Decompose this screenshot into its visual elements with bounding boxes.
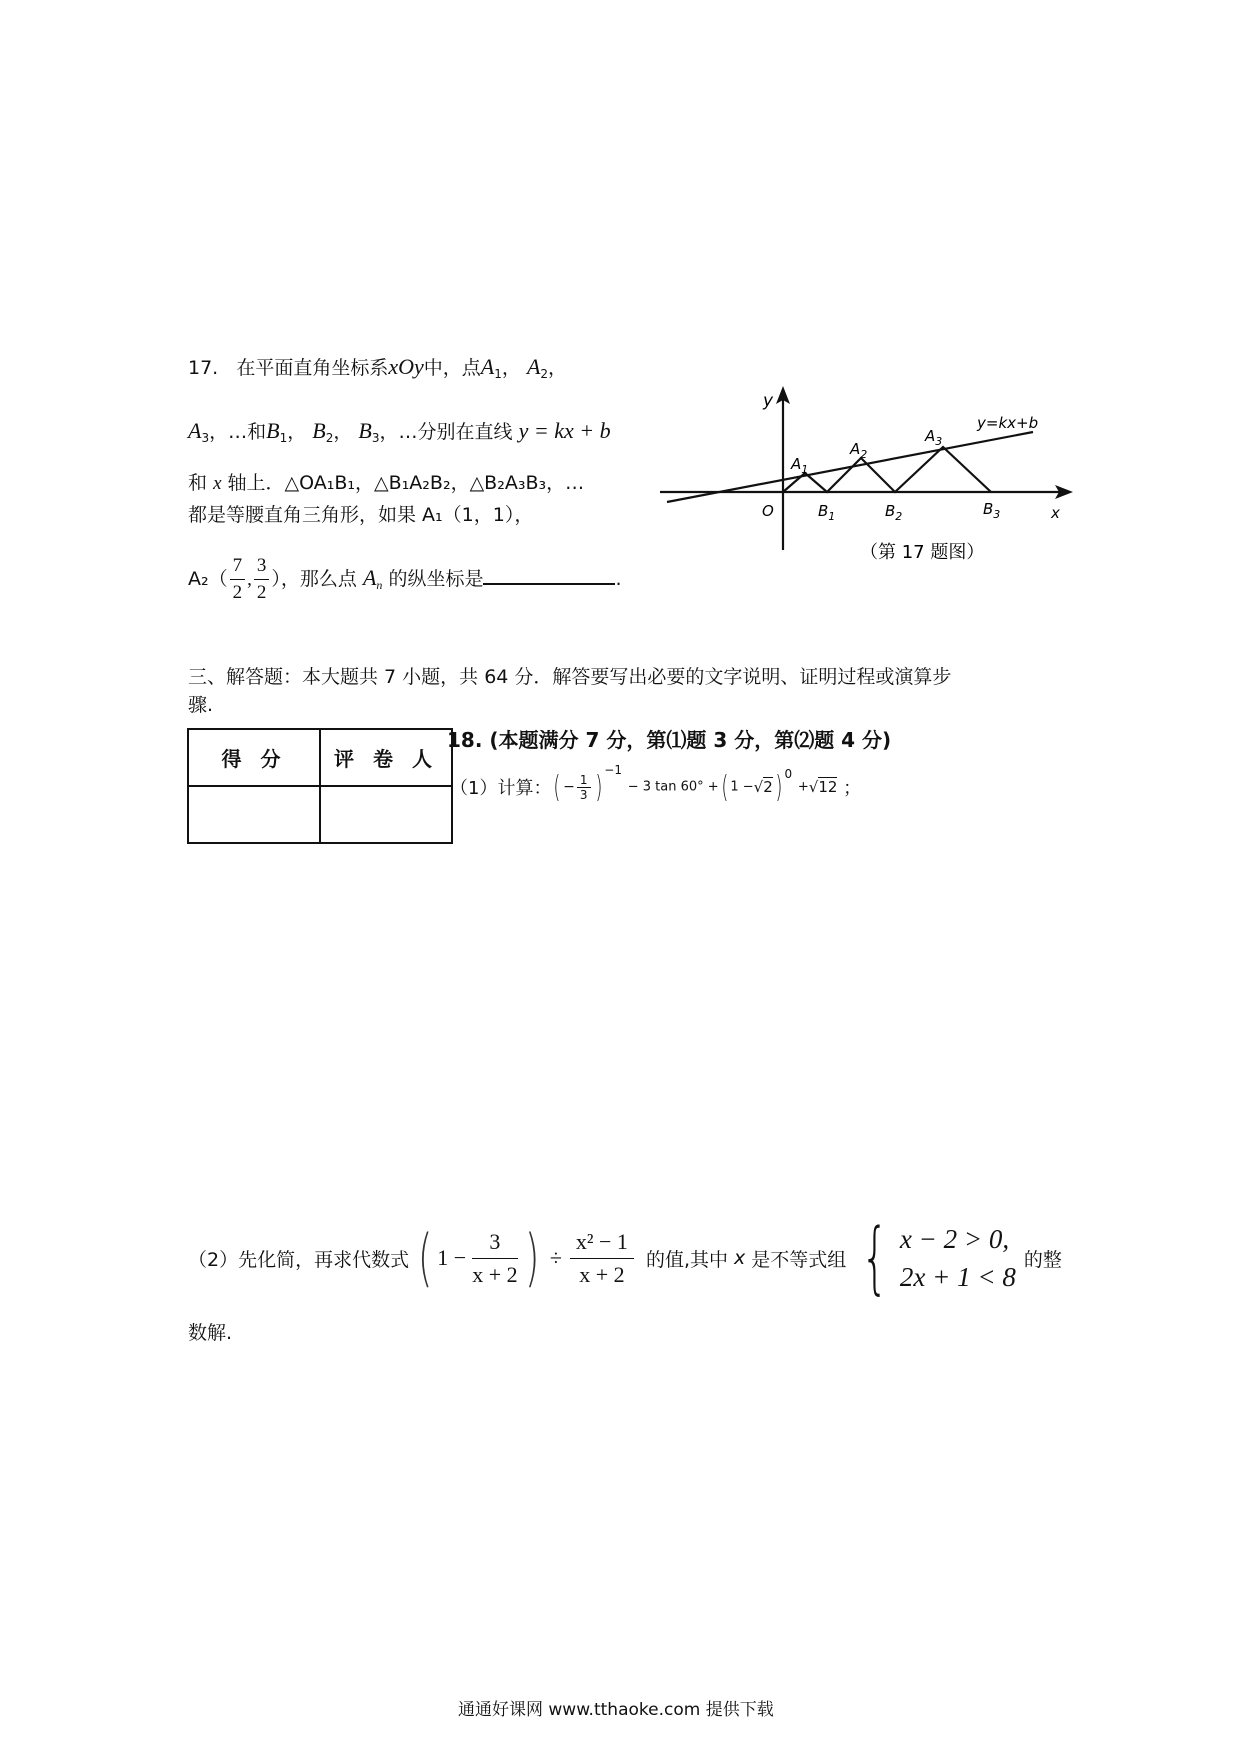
fraction-7-2 — [230, 553, 246, 606]
point-b3: B — [358, 418, 372, 443]
fraction-3-2 — [254, 553, 270, 606]
point-b3-sub: 3 — [371, 431, 380, 445]
q18-part1: （1）计算：( − $\frac{1}{3}$ ) $^{-1}$ − 3 tan 60° +( 1 −√2) $^0$ +√12 ； — [450, 763, 862, 805]
inequality-1: x − 2 > 0, — [899, 1224, 1010, 1254]
q18-part2-label: （2）先化简，再求代数式 — [188, 1248, 410, 1271]
q17-figure — [655, 380, 1075, 570]
figure-caption: （第 17 题图） — [860, 542, 985, 563]
point-a3-sub: 3 — [201, 431, 210, 445]
q18-header: 18. (本题满分 7 分，第⑴题 3 分，第⑵题 4 分) — [447, 728, 892, 752]
comma: ， — [548, 357, 568, 379]
exponent-zero: 0 — [784, 767, 793, 781]
triangles-zigzag — [783, 447, 991, 492]
point-a3: A — [188, 418, 202, 443]
label-b2: $B_2$ — [885, 502, 903, 523]
point-an: A — [362, 565, 377, 590]
q17-text-d: ，…分别在直线 — [379, 421, 513, 443]
fraction-denominator: 2 — [256, 582, 267, 603]
sqrt-2: 2 — [763, 778, 773, 796]
point-b1-sub: 1 — [279, 431, 288, 445]
q17-text-f: ），那么点 — [271, 568, 357, 590]
tan-term: − 3 tan 60° + — [627, 779, 719, 795]
q17-text-c: ，…和 — [209, 421, 267, 443]
one-minus-term: 1 − — [437, 1245, 467, 1270]
q18-part2-text-c: 的整 — [1023, 1248, 1062, 1271]
point-a1: A — [480, 354, 495, 379]
section3-line1: 三、解答题：本大题共 7 小题，共 64 分．解答要写出必要的文字说明、证明过程或演算步 — [188, 666, 952, 688]
plus-sign: + — [797, 779, 809, 795]
fraction-denominator: x + 2 — [472, 1261, 518, 1287]
point-b2-sub: 2 — [325, 431, 334, 445]
q17-text-e: 和 — [188, 472, 208, 494]
q17-line3 — [188, 470, 584, 497]
one-minus: 1 − — [730, 779, 754, 795]
point-an-sub: n — [376, 578, 383, 592]
comma: ， — [287, 421, 307, 443]
q18-part2-line2: 数解. — [188, 1322, 233, 1344]
point-b1: B — [266, 418, 280, 443]
fraction-denominator: x + 2 — [579, 1261, 625, 1287]
grader-header: 评 卷 人 — [320, 729, 452, 786]
division-sign: ÷ — [549, 1245, 562, 1270]
q18-part2-text-a: 的值,其中 — [645, 1248, 728, 1271]
q17-line5 — [188, 553, 622, 606]
exponent: −1 — [604, 763, 622, 777]
q17-line4: 都是等腰直角三角形，如果 A₁（1，1）， — [188, 504, 534, 526]
fraction-denominator: 3 — [579, 787, 588, 802]
fraction-numerator: 7 — [230, 553, 246, 580]
a2-label: A₂（ — [188, 568, 228, 590]
fraction-one-third — [577, 773, 591, 802]
minus-sign: − — [563, 779, 575, 795]
point-b2: B — [312, 418, 326, 443]
origin-label: O — [762, 502, 774, 520]
footer: 通通好课网 www.tthaoke.com 提供下载 — [458, 1700, 774, 1720]
label-a3: $A_3$ — [925, 427, 943, 448]
label-b1: $B_1$ — [818, 502, 836, 523]
y-axis-label: y — [763, 391, 774, 411]
point-a2-sub: 2 — [540, 367, 549, 381]
label-a1: $A_1$ — [791, 455, 809, 476]
fraction-numerator: 3 — [254, 553, 270, 580]
point-a2: A — [526, 354, 541, 379]
fraction-denominator: 2 — [232, 582, 243, 603]
q17-coord-sys: xOy — [388, 354, 424, 379]
fraction-x2-minus-1 — [570, 1226, 634, 1291]
q17-triangles: 轴上．△OA₁B₁，△B₁A₂B₂，△B₂A₃B₃，… — [227, 472, 585, 494]
semicolon: ； — [843, 778, 862, 799]
point-a1-sub: 1 — [494, 367, 502, 381]
q17-text-b: 中，点 — [423, 357, 481, 379]
inequality-system — [900, 1220, 1016, 1296]
fraction-numerator: 3 — [472, 1226, 517, 1259]
answer-blank[interactable] — [483, 565, 615, 585]
q17-line2 — [188, 418, 611, 451]
comma: ， — [501, 357, 521, 379]
line-label: y=kx+b — [977, 414, 1039, 432]
separator: , — [247, 569, 252, 590]
comma: ， — [333, 421, 353, 443]
q18-part2: （2）先化简，再求代数式 ( 1 − $\frac{3}{x + 2}$ ) ÷ $\frac{\text{x² − 1}}{x + 2}$ 的值,其中 x 是不等式组 { x − 2 > 0, 2x + 1 < 8 的整 — [188, 1213, 1062, 1303]
q17-text-a: 在平面直角坐标系 — [236, 357, 389, 379]
label-a2: $A_2$ — [850, 440, 868, 461]
x-variable: x — [733, 1247, 746, 1269]
q18-part1-label: （1）计算： — [450, 778, 552, 799]
score-header: 得 分 — [188, 729, 320, 786]
section3-line2: 骤. — [188, 694, 214, 716]
inequality-2: 2x + 1 < 8 — [899, 1262, 1016, 1292]
sqrt-12: 12 — [818, 778, 838, 796]
x-variable: x — [213, 473, 222, 494]
label-b3: $B_3$ — [983, 500, 1001, 521]
q17-line1 — [188, 354, 567, 387]
score-table — [187, 728, 453, 844]
line-equation: y = kx + b — [518, 418, 611, 443]
grader-cell[interactable] — [320, 786, 452, 843]
q17-number: 17. — [188, 357, 219, 379]
x-axis-label: x — [1051, 504, 1060, 522]
q18-part2-text-b: 是不等式组 — [751, 1248, 847, 1271]
fraction-3-over-x-plus-2 — [472, 1226, 517, 1291]
score-cell[interactable] — [188, 786, 320, 843]
fraction-numerator: x² − 1 — [570, 1226, 634, 1259]
period: . — [615, 568, 622, 590]
q17-text-g: 的纵坐标是 — [388, 568, 484, 590]
fraction-numerator: 1 — [577, 773, 591, 788]
